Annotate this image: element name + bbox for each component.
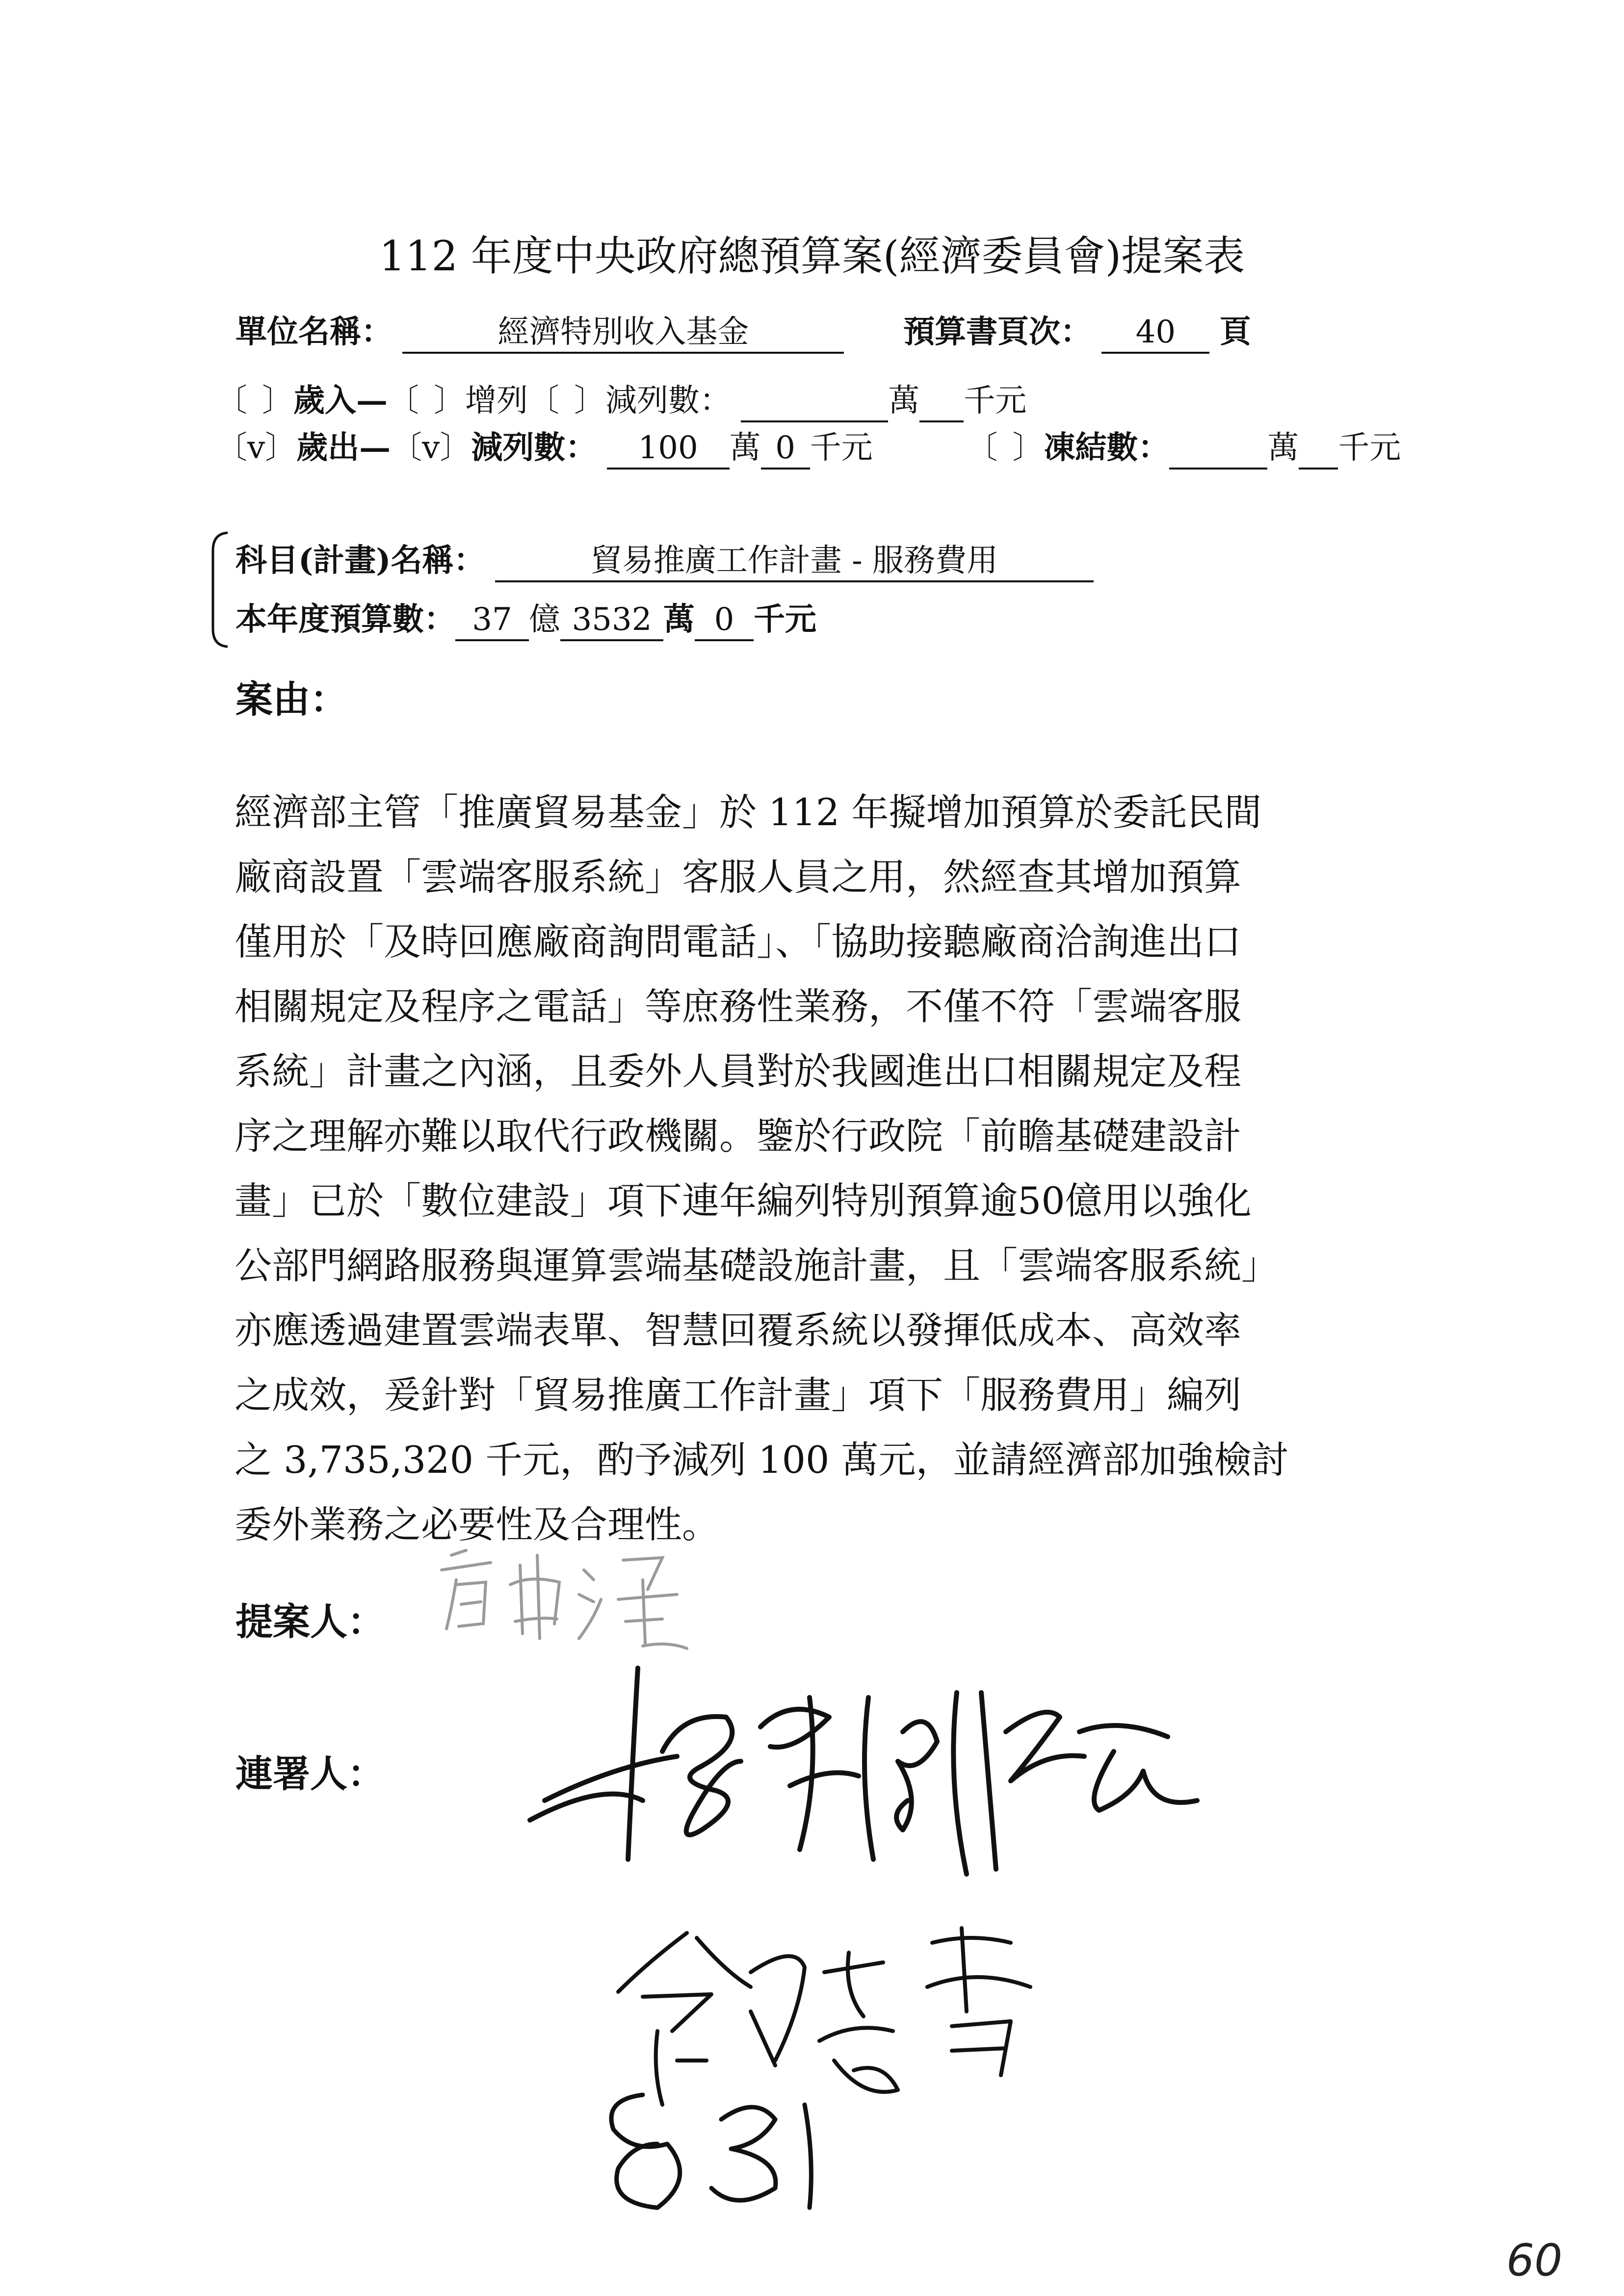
subject-row bbox=[236, 539, 1094, 583]
freeze-qian-blank bbox=[1299, 428, 1338, 470]
proposer-label: 提案人： bbox=[236, 1600, 385, 1644]
page-ref-value: 40 bbox=[1101, 313, 1209, 354]
subject-label: 科目(計畫)名稱： bbox=[236, 542, 485, 579]
unit-value: 經濟特別收入基金 bbox=[402, 313, 844, 354]
reason-line: 經濟部主管「推廣貿易基金」於 112 年擬增加預算於委託民間 bbox=[235, 790, 1262, 834]
cosigner-signature-2 bbox=[589, 1913, 1128, 2218]
revenue-wan-blank bbox=[741, 381, 888, 422]
budget-label: 本年度預算數： bbox=[236, 601, 455, 638]
budget-qian-value: 0 bbox=[695, 600, 754, 641]
budget-yi-unit: 億 bbox=[529, 601, 560, 638]
reason-line: 亦應透過建置雲端表單、智慧回覆系統以發揮低成本、高效率 bbox=[235, 1308, 1241, 1352]
budget-wan-value: 3532 bbox=[560, 600, 663, 641]
reason-line: 之 3,735,320 千元，酌予減列 100 萬元，並請經濟部加強檢討 bbox=[235, 1438, 1289, 1482]
reason-label: 案由： bbox=[236, 678, 347, 721]
subject-value: 貿易推廣工作計畫 - 服務費用 bbox=[495, 541, 1094, 582]
page-ref-label: 預算書頁次： bbox=[903, 313, 1092, 350]
budget-row bbox=[236, 598, 816, 642]
cosigner-label: 連署人： bbox=[236, 1752, 385, 1796]
expense-qian-value: 0 bbox=[761, 428, 810, 470]
revenue-wan-unit: 萬 bbox=[888, 383, 920, 419]
unit-row bbox=[236, 310, 1251, 354]
revenue-row bbox=[216, 379, 1026, 423]
reason-line: 畫」已於「數位建設」項下連年編列特別預算逾50億用以強化 bbox=[235, 1179, 1252, 1223]
budget-yi-value: 37 bbox=[455, 600, 529, 641]
expense-reduce-checkbox: 〔v〕 bbox=[391, 430, 471, 466]
cosigner-signature-1 bbox=[515, 1653, 1251, 1889]
freeze-wan-blank bbox=[1169, 428, 1267, 470]
form-title: 112 年度中央政府總預算案(經濟委員會)提案表 bbox=[379, 232, 1245, 280]
page-number: 60 bbox=[1506, 2235, 1563, 2286]
reason-line: 相關規定及程序之電話」等庶務性業務，不僅不符「雲端客服 bbox=[235, 985, 1241, 1028]
add-checkbox: 〔 〕 bbox=[388, 383, 465, 419]
expense-wan-value: 100 bbox=[607, 428, 730, 470]
freeze-label: 凍結數： bbox=[1044, 429, 1170, 466]
expense-wan-unit: 萬 bbox=[729, 430, 761, 466]
reason-line: 僅用於「及時回應廠商詢問電話」、「協助接聽廠商洽詢進出口 bbox=[235, 920, 1241, 964]
proposer-signature bbox=[432, 1536, 726, 1663]
reduce-checkbox: 〔 〕 bbox=[528, 383, 605, 419]
revenue-reduce-label: 減列數： bbox=[605, 383, 731, 419]
expense-reduce-label: 減列數： bbox=[471, 429, 597, 466]
reason-line: 廠商設置「雲端客服系統」客服人員之用，然經查其增加預算 bbox=[235, 855, 1241, 899]
reason-body bbox=[235, 780, 1446, 1557]
add-label: 增列 bbox=[465, 383, 528, 419]
subject-bracket bbox=[210, 531, 230, 649]
reason-line: 序之理解亦難以取代行政機關。鑒於行政院「前瞻基礎建設計 bbox=[235, 1114, 1241, 1158]
reason-line: 系統」計畫之內涵，且委外人員對於我國進出口相關規定及程 bbox=[235, 1049, 1241, 1093]
expense-label: 歲出— bbox=[296, 429, 391, 466]
page-ref-suffix: 頁 bbox=[1219, 313, 1251, 350]
budget-wan-unit: 萬 bbox=[663, 601, 695, 638]
expense-row bbox=[216, 426, 1401, 470]
freeze-checkbox: 〔 〕 bbox=[966, 430, 1044, 466]
freeze-wan-unit: 萬 bbox=[1267, 430, 1299, 466]
expense-qian-unit: 千元 bbox=[810, 430, 873, 466]
revenue-qian-blank bbox=[919, 381, 964, 422]
reason-line: 公部門網路服務與運算雲端基礎設施計畫，且「雲端客服系統」 bbox=[235, 1244, 1279, 1287]
revenue-checkbox: 〔 〕 bbox=[216, 383, 293, 419]
budget-qian-unit: 千元 bbox=[754, 601, 816, 638]
unit-label: 單位名稱： bbox=[236, 313, 393, 350]
expense-checkbox: 〔v〕 bbox=[216, 430, 297, 466]
reason-line: 委外業務之必要性及合理性。 bbox=[235, 1503, 719, 1546]
reason-line: 之成效，爰針對「貿易推廣工作計畫」項下「服務費用」編列 bbox=[235, 1373, 1241, 1417]
freeze-qian-unit: 千元 bbox=[1338, 430, 1401, 466]
revenue-label: 歲入— bbox=[293, 382, 388, 419]
revenue-qian-unit: 千元 bbox=[964, 383, 1027, 419]
